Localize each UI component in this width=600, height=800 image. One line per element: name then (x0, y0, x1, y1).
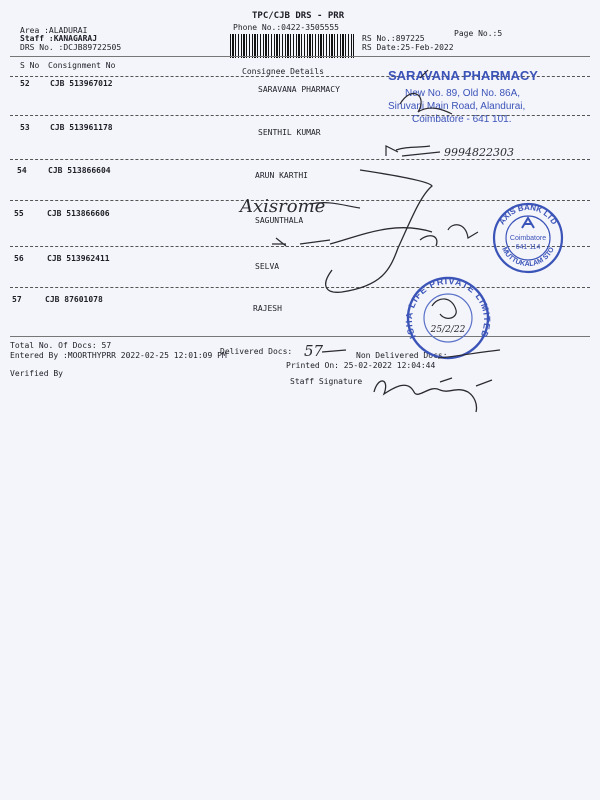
rs-date: RS Date:25-Feb-2022 (362, 43, 454, 52)
row56-initials (448, 225, 478, 238)
row-consignee: SARAVANA PHARMACY (258, 85, 340, 94)
row-sno: 57 (12, 295, 22, 304)
isha-life-seal (404, 276, 492, 358)
col-consignee-details: Consignee Details (242, 67, 324, 76)
bank-seal-pin: 641 114 (515, 244, 541, 251)
phone-number: Phone No.:0422-3505555 (233, 23, 339, 32)
col-consignment: Consignment No (48, 61, 116, 70)
row53-handwritten-phone: 9994822303 (444, 146, 514, 159)
svg-text:AXIS BANK LTD (497, 203, 559, 226)
pharmacy-stamp-address2: Siruvani Main Road, Alandurai, (388, 101, 526, 112)
row-consignment: CJB 87601078 (45, 295, 103, 304)
bank-seal-city: Coimbatore (509, 235, 547, 242)
verified-by: Verified By (10, 369, 63, 378)
col-sno: S No (20, 61, 40, 70)
life-seal-date: 25/2/22 (430, 325, 466, 335)
printed-on: Printed On: 25-02-2022 12:04:44 (286, 361, 436, 370)
row-sno: 55 (14, 209, 24, 218)
pharmacy-stamp-address1: New No. 89, Old No. 86A, (405, 88, 521, 99)
bank-logo-icon (522, 218, 534, 228)
row-consignment: CJB 513962411 (47, 254, 110, 263)
row-consignment: CJB 513967012 (50, 79, 113, 88)
total-docs: Total No. Of Docs: 57 (10, 341, 112, 350)
delivered-count-handwritten: 57 (304, 342, 324, 360)
row53-signature (386, 146, 440, 156)
large-signature (300, 170, 437, 292)
drs-number: DRS No. :DCJB89722505 (20, 43, 122, 52)
pharmacy-stamp (388, 68, 538, 125)
row56-mark (272, 238, 286, 246)
row-sno: 53 (20, 123, 30, 132)
row-consignee: RAJESH (253, 304, 282, 313)
row-consignee: SENTHIL KUMAR (258, 128, 321, 137)
staff-signature-label: Staff Signature (290, 377, 363, 386)
non-delivered-docs-label: Non Delivered Docs: (356, 351, 448, 360)
delivered-count-mark (322, 350, 346, 352)
row-consignment: CJB 513866606 (47, 209, 110, 218)
area-label: Area :ALADURAI (20, 26, 88, 35)
row-sno: 56 (14, 254, 24, 263)
life-seal-name: ISHA LIFE PRIVATE LIMITED (403, 275, 493, 341)
bank-seal-name: AXIS BANK LTD (497, 202, 559, 227)
rs-number: RS No.:897225 (362, 34, 425, 43)
pharmacy-stamp-address3: Coimbatore - 641 101. (412, 114, 512, 125)
bank-seal-branch: MUTTUKALAM STO (500, 246, 556, 269)
delivered-docs-label: Delivered Docs: (220, 347, 293, 356)
row-sno: 52 (20, 79, 30, 88)
row-consignee: ARUN KARTHI (255, 171, 308, 180)
life-seal-signature (432, 299, 456, 318)
staff-label: Staff :KANAGARAJ (20, 34, 98, 43)
page-number: Page No.:5 (454, 29, 503, 38)
entered-by: Entered By :MOORTHYPRR 2022-02-25 12:01:09 PM (10, 351, 227, 360)
row-sno: 54 (17, 166, 27, 175)
document-title: TPC/CJB DRS - PRR (252, 11, 345, 21)
row-consignee: SAGUNTHALA (255, 216, 304, 225)
staff-signature (374, 378, 492, 412)
row-consignment: CJB 513866604 (48, 166, 111, 175)
row-consignee: SELVA (255, 262, 280, 271)
axis-bank-seal (494, 203, 562, 272)
pharmacy-stamp-name: SARAVANA PHARMACY (388, 68, 538, 83)
row-consignment: CJB 513961178 (50, 123, 113, 132)
row55-handwriting: Axisrome (240, 196, 326, 217)
